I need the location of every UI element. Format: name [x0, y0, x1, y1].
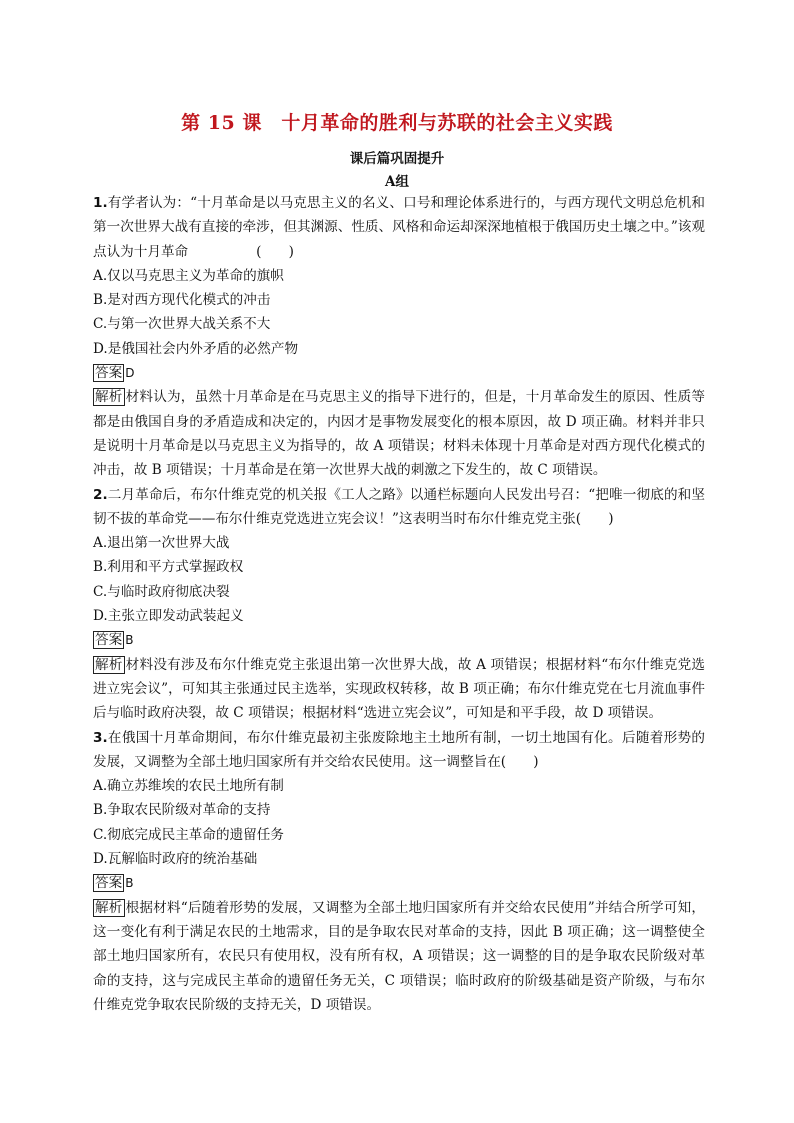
analysis-label: 解析 — [95, 389, 123, 406]
analysis-label: 解析 — [95, 656, 123, 673]
analysis-line — [93, 653, 705, 726]
section-subtitle: 课后篇巩固提升 — [349, 151, 445, 167]
analysis-line — [93, 896, 705, 1017]
answer-line — [93, 361, 705, 385]
option-c: C.与临时政府彻底决裂 — [93, 583, 230, 600]
option-c: C.与第一次世界大战关系不大 — [93, 316, 271, 333]
stem-text: 在俄国十月革命期间，布尔什维克最初主张废除地主土地所有制，一切土地国有化。后随着形势的发展，又调整为全部土地归国家所有并交给农民使用。这一调整旨在( ) — [93, 729, 705, 770]
question-stem — [93, 726, 705, 775]
question-2 — [93, 483, 705, 726]
answer-label: 答案 — [95, 632, 123, 649]
answer-line — [93, 628, 705, 652]
analysis-text: 根据材料“后随着形势的发展，又调整为全部土地归国家所有并交给农民使用”并结合所学可知，这一变化有利于满足农民的土地需求，目的是争取农民对革命的支持，因此 B 项正确；这一调整使全部土地归国家所有，农民只有使用权，没有所有权，A 项错误；这一调整的目的是争取农民阶级对革命的支持，这与完成民主革命的遗留任务无关，C 项错误；临时政府的阶级基础是资产阶级，与布尔什维克党争取农民阶级的支持无关，D 项错误。 — [93, 899, 705, 1013]
option-c: C.彻底完成民主革命的遗留任务 — [93, 826, 284, 843]
answer-value: B — [125, 633, 134, 648]
option-b: B.利用和平方式掌握政权 — [93, 559, 244, 576]
option-d: D.主张立即发动武装起义 — [93, 608, 244, 625]
option-d: D.瓦解临时政府的统治基础 — [93, 851, 258, 868]
lesson-title: 第 15 课 十月革命的胜利与苏联的社会主义实践 — [181, 112, 613, 134]
answer-value: B — [125, 876, 134, 891]
stem-text: 二月革命后，布尔什维克党的机关报《工人之路》以通栏标题向人民发出号召：“把唯一彻底的和坚韧不拔的革命党——布尔什维克党选进立宪会议！”这表明当时布尔什维克党主张( ) — [93, 486, 705, 527]
question-stem — [93, 483, 705, 532]
option-b: B.争取农民阶级对革命的支持 — [93, 802, 271, 819]
question-number: 1. — [93, 195, 108, 211]
group-heading: A组 — [385, 174, 409, 190]
option-a: A.仅以马克思主义为革命的旗帜 — [93, 267, 284, 284]
option-a: A.确立苏维埃的农民土地所有制 — [93, 778, 284, 795]
stem-text: 有学者认为：“十月革命是以马克思主义的名义、口号和理论体系进行的，与西方现代文明总危机和第一次世界大战有直接的牵涉，但其渊源、性质、风格和命运却深深地植根于俄国历史土壤之中。”该观点认为十月革命 ( ) — [93, 195, 705, 260]
answer-label: 答案 — [95, 875, 123, 892]
option-d: D.是俄国社会内外矛盾的必然产物 — [93, 340, 299, 357]
analysis-text: 材料认为，虽然十月革命是在马克思主义的指导下进行的，但是，十月革命发生的原因、性质等都是由俄国自身的矛盾造成和决定的，内因才是事物发展变化的根本原因，故 D 项正确。材料并非只是说明十月革命是以马克思主义为指导的，故 A 项错误；材料未体现十月革命是对西方现代化模式的冲击，故 B 项错误；十月革命是在第一次世界大战的刺激之下发生的，故 C 项错误。 — [93, 389, 706, 479]
question-number: 3. — [93, 729, 108, 746]
question-1 — [93, 191, 705, 483]
analysis-label: 解析 — [95, 899, 123, 916]
option-a: A.退出第一次世界大战 — [93, 535, 230, 552]
answer-line — [93, 871, 705, 895]
question-list — [93, 191, 705, 1017]
question-number: 2. — [93, 486, 108, 503]
question-stem — [93, 191, 705, 264]
analysis-line — [93, 385, 705, 482]
option-b: B.是对西方现代化模式的冲击 — [93, 292, 271, 309]
answer-label: 答案 — [95, 365, 123, 382]
question-3 — [93, 726, 705, 1018]
analysis-text: 材料没有涉及布尔什维克党主张退出第一次世界大战，故 A 项错误；根据材料“布尔什维克党选进立宪会议”，可知其主张通过民主选举，实现政权转移，故 B 项正确；布尔什维克党在七月流血事件后与临时政府决裂，故 C 项错误；根据材料“选进立宪会议”，可知是和平手段，故 D 项错误。 — [93, 656, 705, 722]
answer-value: D — [125, 366, 135, 381]
